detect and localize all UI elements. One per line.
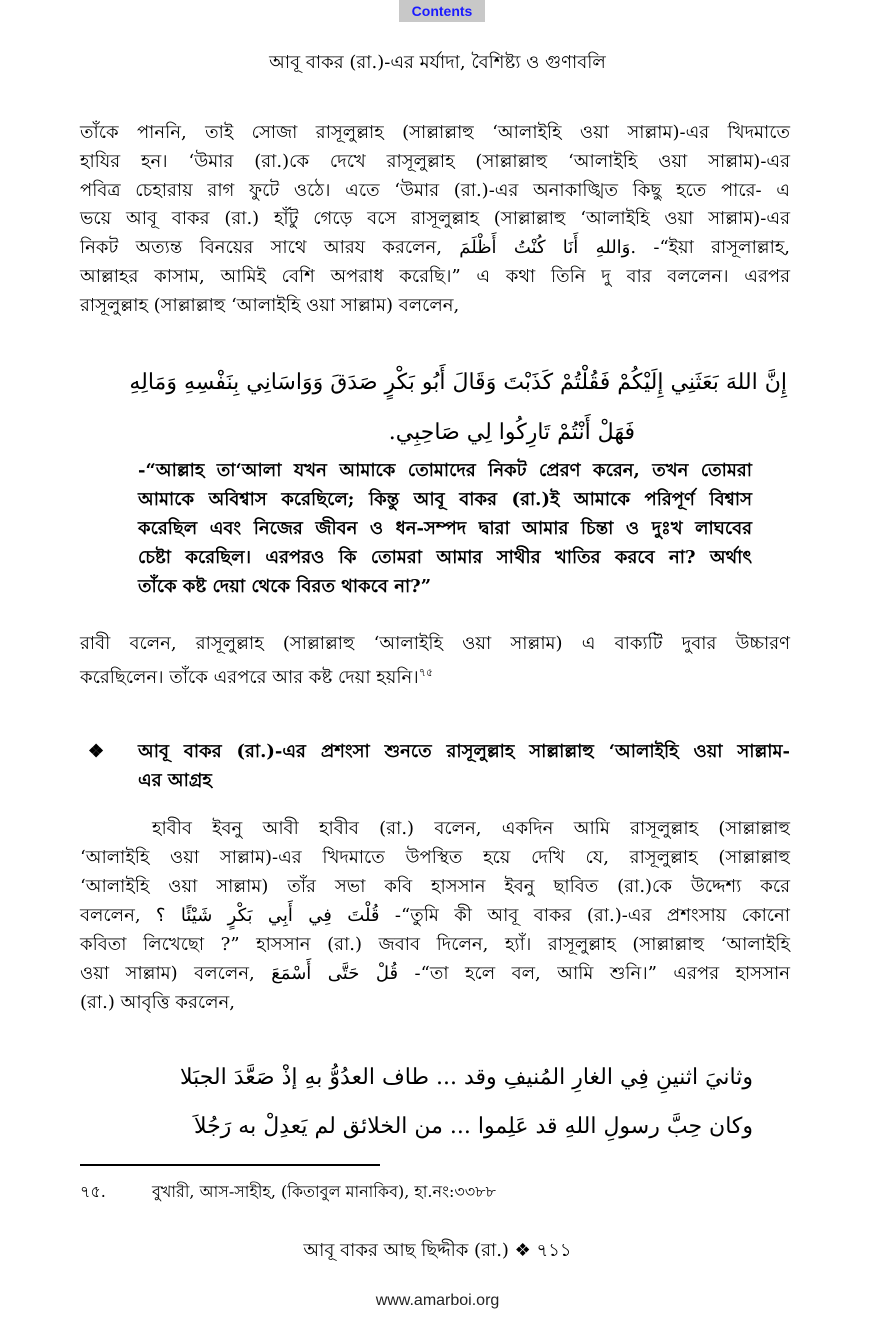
text-line: নিকট অত্যন্ত বিনয়ের সাথে আরয করলেন, وَاللهِ أَنَا كُنْتُ أَظْلَمَ. -“ইয়া রাসূলাল্লাহ, xyxy=(80,237,790,258)
text-line: পবিত্র চেহারায় রাগ ফুটে ওঠে। এতে ‘উমার (রা.)-এর অনাকাঙ্খিত কিছু হতে পারে- এ xyxy=(80,180,790,201)
arabic-hadith-line: فَهَلْ أَنْتُمْ تَارِكُوا لِي صَاحِبِي. xyxy=(388,420,635,445)
text-line: (রা.) আবৃত্তি করলেন, xyxy=(80,992,235,1013)
text-line: করেছিল এবং নিজের জীবন ও ধন-সম্পদ দ্বারা আমার চিন্তা ও দুঃখ লাঘবের xyxy=(138,518,752,539)
text-line: হাযির হন। ‘উমার (রা.)কে দেখে রাসূলুল্লাহ (সাল্লাল্লাহু ‘আলাইহি ওয়া সাল্লাম)-এর xyxy=(80,151,790,172)
text-line: রাবী বলেন, রাসূলুল্লাহ (সাল্লাল্লাহু ‘আলাইহি ওয়া সাল্লাম) এ বাক্যটি দুবার উচ্চারণ xyxy=(80,633,791,654)
footnote-reference[interactable]: ৭৫ xyxy=(418,666,433,679)
text-line: আমাকে অবিশ্বাস করেছিলে; কিন্তু আবূ বাকর (রা.)ই আমাকে পরিপূর্ণ বিশ্বাস xyxy=(138,489,752,510)
text-line: -“আল্লাহ তা‘আলা যখন আমাকে তোমাদের নিকট প্রেরণ করেন, তখন তোমরা xyxy=(138,460,752,481)
arabic-poem-line: وكان حِبَّ رسولِ اللهِ قد عَلِموا ... من الخلائق لم يَعدِلْ به رَجُلاَ xyxy=(193,1114,753,1139)
website-link[interactable]: www.amarboi.org xyxy=(375,1292,500,1309)
section-heading: এর আগ্রহ xyxy=(138,770,212,791)
page-footer: আবূ বাকর আছ ছিদ্দীক (রা.) ❖ ৭১১ xyxy=(303,1240,572,1261)
text-line: ওয়া সাল্লাম) বললেন, قُلْ حَتَّى أَسْمَعَ -“তা হলে বল, আমি শুনি।” এরপর হাসসান xyxy=(80,963,791,984)
text-line: হাবীব ইবনু আবী হাবীব (রা.) বলেন, একদিন আমি রাসূলুল্লাহ (সাল্লাল্লাহু xyxy=(152,818,790,839)
text-line: আল্লাহর কাসাম, আমিই বেশি অপরাধ করেছি।” এ কথা তিনি দু বার বললেন। এরপর xyxy=(80,266,790,287)
diamond-bullet-icon: ❖ xyxy=(88,741,105,762)
footnote-divider xyxy=(80,1164,380,1166)
text-line: ভয়ে আবূ বাকর (রা.) হাঁটু গেড়ে বসে রাসূলুল্লাহ (সাল্লাল্লাহু ‘আলাইহি ওয়া সাল্লাম)-এর xyxy=(80,208,790,229)
text-line: তাঁকে পাননি, তাই সোজা রাসূলুল্লাহ (সাল্লাল্লাহু ‘আলাইহি ওয়া সাল্লাম)-এর খিদমাতে xyxy=(80,122,790,143)
arabic-hadith-line: إِنَّ اللهَ بَعَثَنِي إِلَيْكُمْ فَقُلْتُمْ كَذَبْتَ وَقَالَ أَبُو بَكْرٍ صَدَقَ وَوَاسَانِي بِنَفْسِهِ وَمَالِهِ xyxy=(129,370,787,395)
text-line: তাঁকে কষ্ট দেয়া থেকে বিরত থাকবে না?” xyxy=(138,576,432,597)
text-line: চেষ্টা করেছিল। এরপরও কি তোমরা আমার সাথীর খাতির করবে না? অর্থাৎ xyxy=(138,547,752,568)
text-line-content: করেছিলেন। তাঁকে এরপরে আর কষ্ট দেয়া হয়নি। xyxy=(80,667,419,688)
section-heading: আবূ বাকর (রা.)-এর প্রশংসা শুনতে রাসূলুল্লাহ সাল্লাল্লাহু ‘আলাইহি ওয়া সাল্লাম- xyxy=(138,741,790,762)
running-header: আবূ বাকর (রা.)-এর মর্যাদা, বৈশিষ্ট্য ও গুণাবলি xyxy=(269,52,606,73)
footnote-text: বুখারী, আস-সাহীহ, (কিতাবুল মানাকিব), হা.নং:৩৩৮৮ xyxy=(152,1182,496,1201)
text-line: রাসূলুল্লাহ (সাল্লাল্লাহু ‘আলাইহি ওয়া সাল্লাম) বললেন, xyxy=(80,295,460,316)
footnote-number: ৭৫. xyxy=(80,1182,106,1201)
text-line xyxy=(80,660,790,691)
text-line: ‘আলাইহি ওয়া সাল্লাম)-এর খিদমাতে উপস্থিত হয়ে দেখি যে, রাসূলুল্লাহ (সাল্লাল্লাহু xyxy=(80,847,790,868)
text-line: বললেন, قُلْتَ فِي أَبِي بَكْرٍ شَيْئًا ؟ -“তুমি কী আবূ বাকর (রা.)-এর প্রশংসায় কোনো xyxy=(80,905,790,926)
text-line: কবিতা লিখেছো ?” হাসসান (রা.) জবাব দিলেন, হ্যাঁ। রাসূলুল্লাহ (সাল্লাল্লাহু ‘আলাইহি xyxy=(80,934,790,955)
arabic-poem-line: وثانيَ اثنينِ فِي الغارِ المُنيفِ وقد ... طاف العدُوُّ بهِ إذْ صَعَّدَ الجبَلا xyxy=(179,1065,753,1090)
contents-button[interactable]: Contents xyxy=(399,0,485,22)
text-line: ‘আলাইহি ওয়া সাল্লাম) তাঁর সভা কবি হাসসান ইবনু ছাবিত (রা.)কে উদ্দেশ্য করে xyxy=(80,876,790,897)
